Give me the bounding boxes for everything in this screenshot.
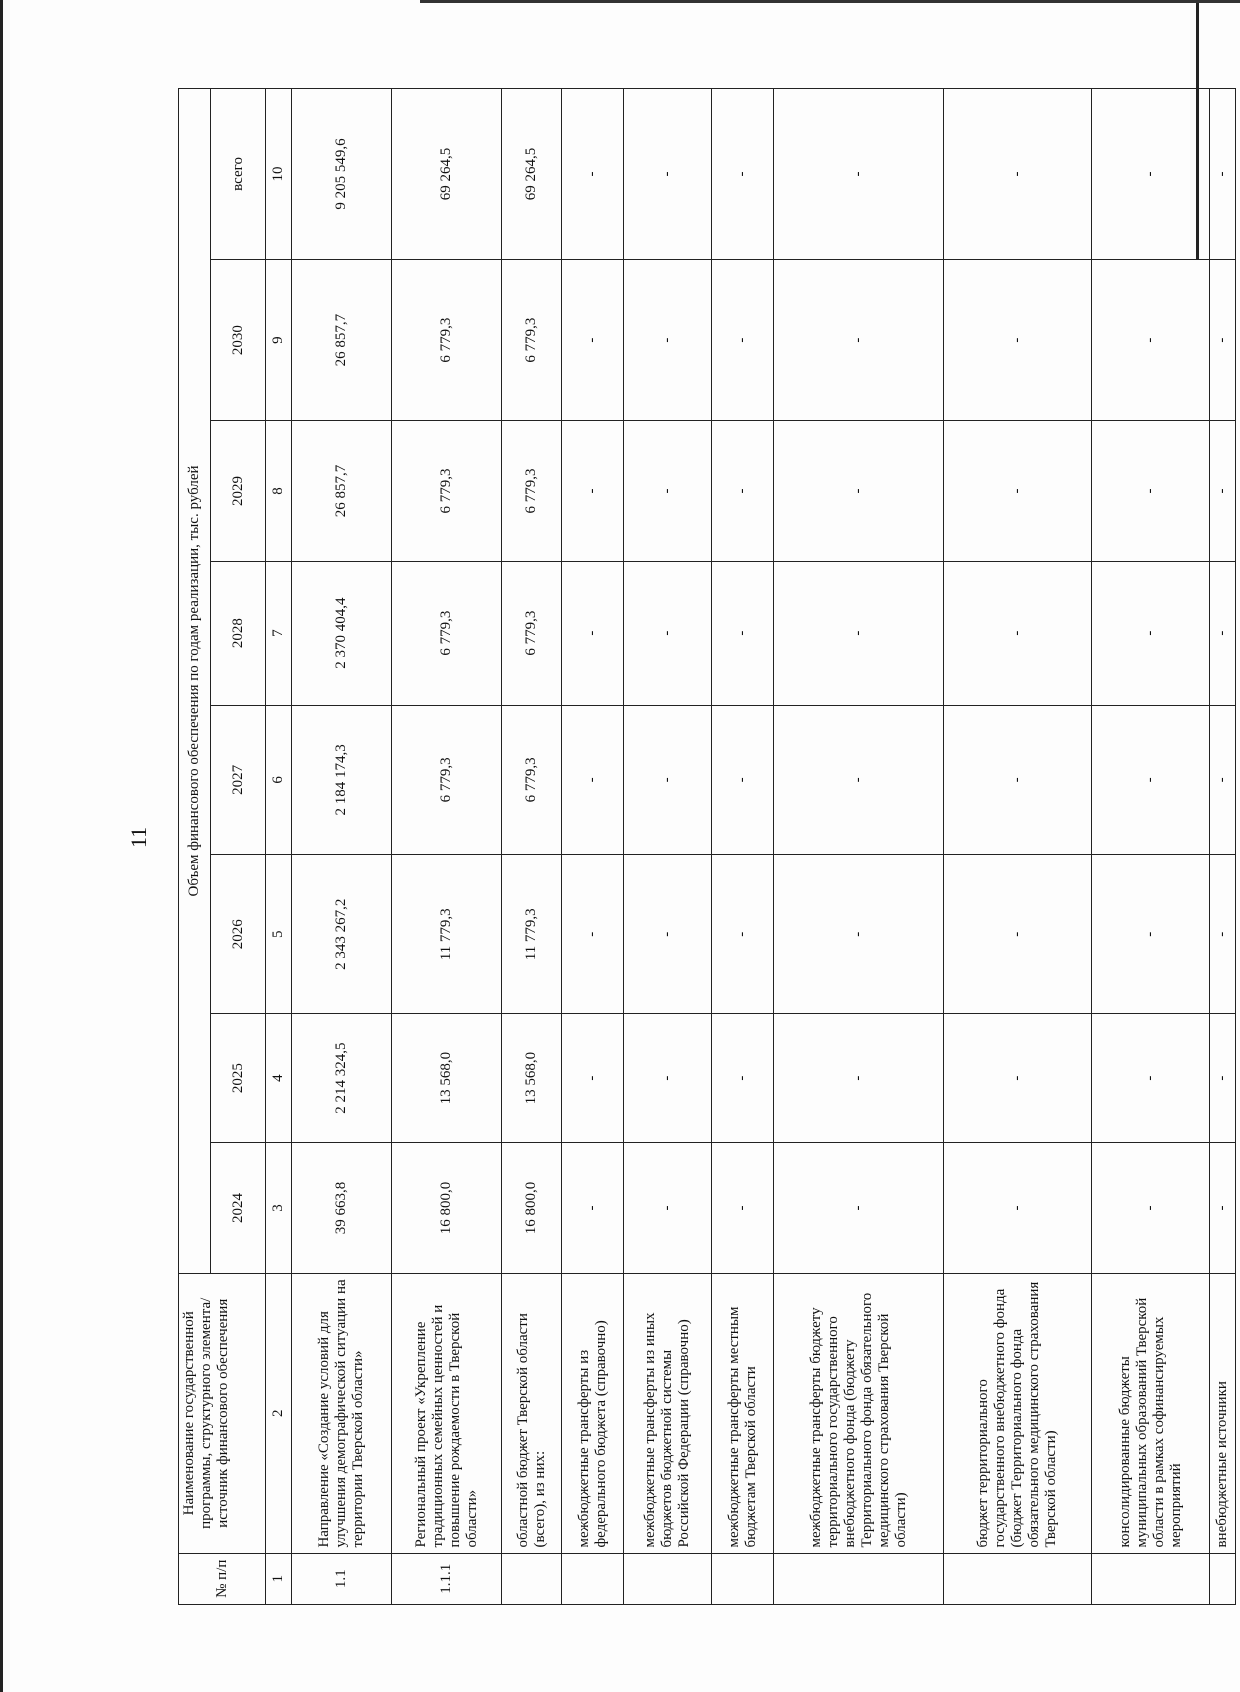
row-value-7: 9 205 549,6	[292, 89, 392, 260]
row-name: межбюджетные трансферты из иных бюджетов бюджетной системы Российской Федерации (справочно)	[624, 1273, 712, 1553]
financing-table-container	[178, 88, 1230, 1605]
scan-border-left	[0, 0, 3, 1692]
row-value-4: -	[1092, 561, 1210, 705]
row-name: Региональный проект «Укрепление традиционных семейных ценностей и повышение рождаемости в Тверской области»	[392, 1273, 502, 1553]
table-row	[712, 89, 774, 1605]
row-value-7: -	[712, 89, 774, 260]
header-col-no: № п/п	[179, 1553, 266, 1604]
row-value-1: -	[562, 1014, 624, 1143]
header-year-1: 2025	[211, 1014, 266, 1143]
row-name: межбюджетные трансферты из федерального бюджета (справочно)	[562, 1273, 624, 1553]
row-value-1: -	[712, 1014, 774, 1143]
row-number	[502, 1553, 562, 1604]
index-cell-9: 10	[266, 89, 292, 260]
page-number: 11	[126, 826, 151, 848]
table-row	[1092, 89, 1210, 1605]
row-value-1: -	[1092, 1014, 1210, 1143]
row-value-7: 69 264,5	[392, 89, 502, 260]
index-cell-0: 1	[266, 1553, 292, 1604]
row-value-0: -	[944, 1142, 1092, 1273]
row-value-4: 6 779,3	[502, 561, 562, 705]
row-name: внебюджетные источники	[1210, 1273, 1236, 1553]
row-value-3: -	[774, 705, 944, 855]
row-value-1: -	[944, 1014, 1092, 1143]
header-year-3: 2027	[211, 705, 266, 855]
row-value-5: -	[1210, 421, 1236, 561]
row-value-0: -	[1092, 1142, 1210, 1273]
row-value-3: -	[562, 705, 624, 855]
header-year-2: 2026	[211, 855, 266, 1014]
row-value-6: -	[1210, 259, 1236, 420]
row-value-0: -	[562, 1142, 624, 1273]
row-value-2: 11 779,3	[502, 855, 562, 1014]
row-value-3: 6 779,3	[502, 705, 562, 855]
row-value-1: -	[1210, 1014, 1236, 1143]
row-number	[774, 1553, 944, 1604]
row-value-4: -	[774, 561, 944, 705]
row-value-1: -	[774, 1014, 944, 1143]
row-value-0: 16 800,0	[502, 1142, 562, 1273]
row-value-3: -	[1092, 705, 1210, 855]
row-value-5: -	[774, 421, 944, 561]
row-value-7: -	[562, 89, 624, 260]
index-cell-1: 2	[266, 1273, 292, 1553]
row-value-4: 6 779,3	[392, 561, 502, 705]
row-value-5: 6 779,3	[392, 421, 502, 561]
table-row	[624, 89, 712, 1605]
row-number	[1092, 1553, 1210, 1604]
row-value-6: -	[944, 259, 1092, 420]
header-col-name: Наименование государственной программы, структурного элемента/источник финансового обеспечения	[179, 1273, 266, 1553]
row-value-7: -	[624, 89, 712, 260]
row-number	[944, 1553, 1092, 1604]
row-number	[562, 1553, 624, 1604]
row-value-2: 2 343 267,2	[292, 855, 392, 1014]
header-year-5: 2029	[211, 421, 266, 561]
row-value-4: 2 370 404,4	[292, 561, 392, 705]
row-value-0: -	[712, 1142, 774, 1273]
row-value-5: -	[712, 421, 774, 561]
row-value-2: -	[562, 855, 624, 1014]
row-value-1: 13 568,0	[502, 1014, 562, 1143]
row-value-5: -	[562, 421, 624, 561]
row-value-0: -	[774, 1142, 944, 1273]
row-number	[712, 1553, 774, 1604]
header-year-0: 2024	[211, 1142, 266, 1273]
row-name: межбюджетные трансферты бюджету территориального государственного внебюджетного фонда (бюджету Территориального фонда обязательного медицинского страхования Тверской области)	[774, 1273, 944, 1553]
row-number	[624, 1553, 712, 1604]
row-value-2: -	[712, 855, 774, 1014]
row-value-0: -	[624, 1142, 712, 1273]
row-value-7: -	[1092, 89, 1210, 260]
header-year-4: 2028	[211, 561, 266, 705]
financing-table	[178, 88, 1236, 1605]
row-value-1: -	[624, 1014, 712, 1143]
row-value-5: -	[1092, 421, 1210, 561]
index-cell-5: 6	[266, 705, 292, 855]
row-value-1: 2 214 324,5	[292, 1014, 392, 1143]
row-value-7: -	[944, 89, 1092, 260]
row-value-3: 2 184 174,3	[292, 705, 392, 855]
table-row	[774, 89, 944, 1605]
index-cell-8: 9	[266, 259, 292, 420]
row-value-3: -	[712, 705, 774, 855]
index-cell-4: 5	[266, 855, 292, 1014]
header-financing-group: Объем финансового обеспечения по годам реализации, тыс. рублей	[179, 89, 211, 1274]
table-row	[944, 89, 1092, 1605]
row-value-7: -	[1210, 89, 1236, 260]
row-number	[1210, 1553, 1236, 1604]
row-value-2: -	[1092, 855, 1210, 1014]
header-year-7: всего	[211, 89, 266, 260]
row-value-7: -	[774, 89, 944, 260]
row-value-6: 26 857,7	[292, 259, 392, 420]
row-value-1: 13 568,0	[392, 1014, 502, 1143]
row-value-4: -	[624, 561, 712, 705]
row-number: 1.1	[292, 1553, 392, 1604]
row-name: областной бюджет Тверской области (всего), из них:	[502, 1273, 562, 1553]
row-value-6: -	[774, 259, 944, 420]
scan-border-top	[420, 0, 1240, 3]
row-value-0: 16 800,0	[392, 1142, 502, 1273]
row-value-2: -	[774, 855, 944, 1014]
row-value-2: -	[1210, 855, 1236, 1014]
row-value-3: -	[944, 705, 1092, 855]
row-name: консолидированные бюджеты муниципальных образований Тверской области в рамках софинансируемых мероприятий	[1092, 1273, 1210, 1553]
row-value-4: -	[944, 561, 1092, 705]
header-year-6: 2030	[211, 259, 266, 420]
row-value-3: -	[624, 705, 712, 855]
row-name: межбюджетные трансферты местным бюджетам Тверской области	[712, 1273, 774, 1553]
index-cell-7: 8	[266, 421, 292, 561]
row-value-2: 11 779,3	[392, 855, 502, 1014]
row-value-5: -	[944, 421, 1092, 561]
row-value-0: -	[1210, 1142, 1236, 1273]
row-value-6: -	[1092, 259, 1210, 420]
row-value-4: -	[1210, 561, 1236, 705]
index-cell-2: 3	[266, 1142, 292, 1273]
row-value-4: -	[562, 561, 624, 705]
row-value-3: -	[1210, 705, 1236, 855]
row-value-6: -	[712, 259, 774, 420]
table-row	[392, 89, 502, 1605]
row-value-2: -	[944, 855, 1092, 1014]
row-value-5: 6 779,3	[502, 421, 562, 561]
index-cell-3: 4	[266, 1014, 292, 1143]
row-value-2: -	[624, 855, 712, 1014]
table-row	[292, 89, 392, 1605]
row-value-0: 39 663,8	[292, 1142, 392, 1273]
row-value-3: 6 779,3	[392, 705, 502, 855]
row-name: бюджет территориального государственного внебюджетного фонда (бюджет Территориального фонда обязательного медицинского страхования Тверской области)	[944, 1273, 1092, 1553]
row-value-6: 6 779,3	[392, 259, 502, 420]
row-value-7: 69 264,5	[502, 89, 562, 260]
table-row	[562, 89, 624, 1605]
index-cell-6: 7	[266, 561, 292, 705]
row-value-5: -	[624, 421, 712, 561]
row-value-6: -	[624, 259, 712, 420]
row-name: Направление «Создание условий для улучшения демографической ситуации на территории Тверской области»	[292, 1273, 392, 1553]
table-row	[502, 89, 562, 1605]
row-value-4: -	[712, 561, 774, 705]
row-number: 1.1.1	[392, 1553, 502, 1604]
row-value-5: 26 857,7	[292, 421, 392, 561]
row-value-6: 6 779,3	[502, 259, 562, 420]
row-value-6: -	[562, 259, 624, 420]
table-row	[1210, 89, 1236, 1605]
